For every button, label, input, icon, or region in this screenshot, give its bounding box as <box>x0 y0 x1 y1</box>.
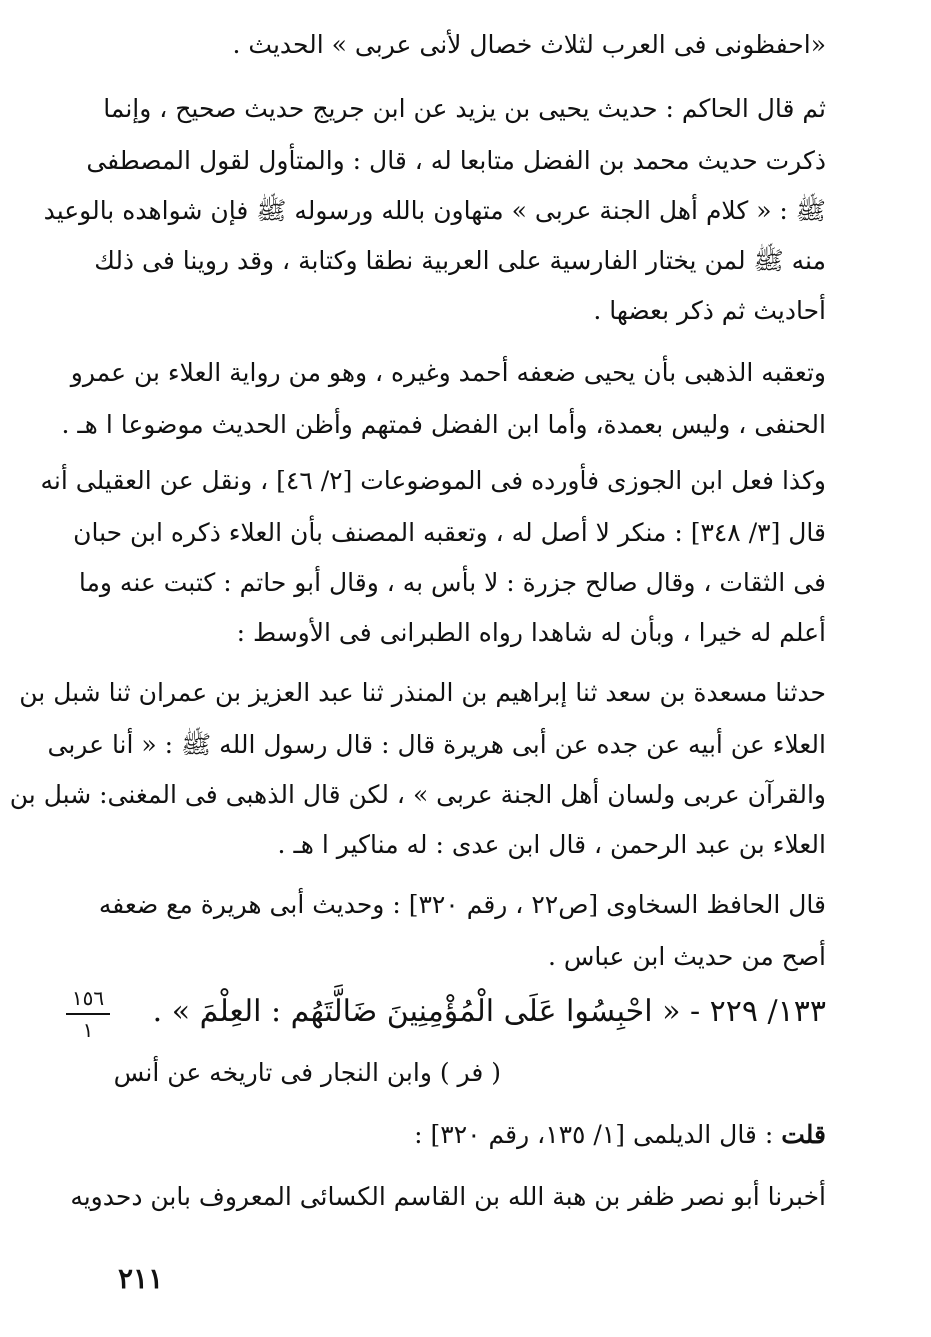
margin-reference <box>66 985 110 1043</box>
source-line: ( فر ) وابن النجار فى تاريخه عن أنس <box>113 1058 501 1087</box>
text-line: والقرآن عربى ولسان أهل الجنة عربى » ، لكن قال الذهبى فى المغنى: شبل بن <box>9 780 826 809</box>
text-line: أخبرنا أبو نصر ظفر بن هبة الله بن القاسم الكسائى المعروف بابن دحدويه <box>70 1182 826 1211</box>
text-line: ذكرت حديث محمد بن الفضل متابعا له ، قال : والمتأول لقول المصطفى <box>86 146 826 175</box>
text-line: وكذا فعل ابن الجوزى فأورده فى الموضوعات [٢/ ٤٦] ، ونقل عن العقيلى أنه <box>40 466 826 495</box>
text-line: منه ﷺ لمن يختار الفارسية على العربية نطقا وكتابة ، وقد روينا فى ذلك <box>94 246 826 275</box>
text-line: أحاديث ثم ذكر بعضها . <box>593 296 826 325</box>
text-line: العلاء بن عبد الرحمن ، قال ابن عدى : له مناكير ا هـ . <box>277 830 826 859</box>
text-line: أعلم له خيرا ، وبأن له شاهدا رواه الطبرانى فى الأوسط : <box>236 618 826 647</box>
text-line: وتعقبه الذهبى بأن يحيى ضعفه أحمد وغيره ، وهو من رواية العلاء بن عمرو <box>70 358 826 387</box>
margin-reference-rule <box>66 1013 110 1015</box>
text-line: ﷺ : « كلام أهل الجنة عربى » متهاون بالله ورسوله ﷺ فإن شواهده بالوعيد <box>43 196 826 225</box>
qult-label: قلت <box>781 1120 826 1149</box>
qult-text: : قال الديلمى [١/ ١٣٥، رقم ٣٢٠] : <box>414 1120 774 1149</box>
text-line: أصح من حديث ابن عباس . <box>547 942 826 971</box>
text-line: قال الحافظ السخاوى [ص٢٢ ، رقم ٣٢٠] : وحديث أبى هريرة مع ضعفه <box>98 890 826 919</box>
margin-reference-bottom: ١ <box>82 1018 94 1042</box>
text-line: فى الثقات ، وقال صالح جزرة : لا بأس به ، وقال أبو حاتم : كتبت عنه وما <box>78 568 826 597</box>
text-line: العلاء عن أبيه عن جده عن أبى هريرة قال : قال رسول الله ﷺ : « أنا عربى <box>47 730 826 759</box>
hadith-heading: ١٣٣/ ٢٢٩ - « احْبِسُوا عَلَى الْمُؤْمِنِينَ ضَالَّتَهُم : العِلْمَ » . <box>152 994 826 1029</box>
page-number: ٢١١ <box>118 1262 164 1295</box>
text-line: الحنفى ، وليس بعمدة، وأما ابن الفضل فمتهم وأظن الحديث موضوعا ا هـ . <box>61 410 826 439</box>
qult-line <box>400 1118 826 1152</box>
text-line: قال [٣/ ٣٤٨] : منكر لا أصل له ، وتعقبه المصنف بأن العلاء ذكره ابن حبان <box>73 518 826 547</box>
margin-reference-top: ١٥٦ <box>71 986 105 1010</box>
text-line: حدثنا مسعدة بن سعد ثنا إبراهيم بن المنذر ثنا عبد العزيز بن عمران ثنا شبل بن <box>19 678 826 707</box>
text-line: «احفظونى فى العرب لثلاث خصال لأنى عربى » الحديث . <box>232 30 826 59</box>
text-line: ثم قال الحاكم : حديث يحيى بن يزيد عن ابن جريج حديث صحيح ، وإنما <box>103 94 826 123</box>
